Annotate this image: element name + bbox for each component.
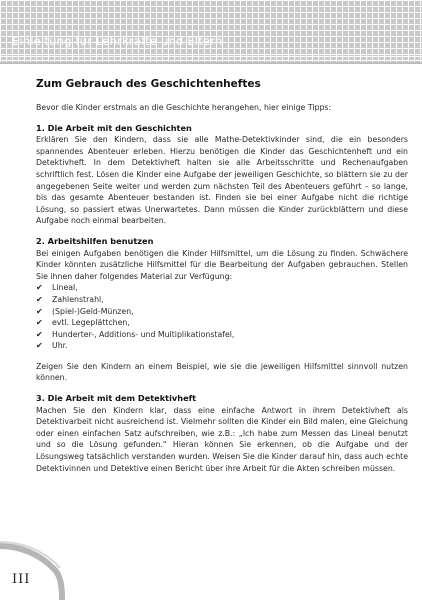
section-title: 3. Die Arbeit mit dem Detektivheft	[36, 393, 197, 404]
section-paragraph: Machen Sie den Kindern klar, dass eine einfache Antwort in ihrem Detektivheft als Detektivarbeit nicht ausreichend ist. Vielmehr sollten die Kinder ein Bild malen, eine Gleichung oder einen einfachen Satz aufschreiben, wie z.B.: „Ich habe zum Messen das Lineal benutzt und so die Lösung gefunden.“ Hieran können Sie erkennen, ob die Aufgabe und der Lösungsweg tatsächlich verstanden wurden. Weisen Sie die Kinder darauf hin, dass auch echte Detektivinnen und Detektive einen Bericht über ihre Arbeit für die Akten schreiben müssen.	[36, 405, 408, 473]
list-item: ✔ evtl. Legeplättchen,	[36, 318, 130, 328]
document-body	[36, 78, 408, 483]
check-icon: ✔	[36, 329, 43, 339]
list-item: ✔ Lineal,	[36, 283, 78, 293]
check-icon: ✔	[36, 283, 43, 293]
section-1	[36, 123, 408, 227]
corner-decoration	[0, 540, 422, 600]
list-item: ✔ Uhr.	[36, 341, 68, 351]
section-paragraph: Zeigen Sie den Kindern an einem Beispiel, wie sie die jeweiligen Hilfsmittel sinnvoll nutzen können.	[36, 361, 408, 383]
section-title: 2. Arbeitshilfen benutzen	[36, 235, 154, 246]
materials-list	[36, 282, 408, 352]
list-item: ✔ Hunderter-, Additions- und Multiplikationstafel,	[36, 329, 235, 339]
check-icon: ✔	[36, 306, 43, 316]
section-3	[36, 393, 408, 474]
intro-text: Bevor die Kinder erstmals an die Geschichte herangehen, hier einige Tipps:	[36, 103, 332, 112]
section-paragraph: Bei einigen Aufgaben benötigen die Kinder Hilfsmittel, um die Lösung zu finden. Schwächere Kinder könnten zusätzliche Hilfsmittel für die Bearbeitung der Aufgaben gebrauchen. Stellen Sie ihnen daher folgendes Material zur Verfügung:	[36, 248, 408, 281]
list-item: ✔ Zahlenstrahl,	[36, 294, 104, 304]
section-title: 1. Die Arbeit mit den Geschichten	[36, 122, 192, 133]
check-icon: ✔	[36, 294, 43, 304]
section-paragraph: Erklären Sie den Kindern, dass sie alle Mathe-Detektivkinder sind, die ein besonders spannendes Abenteuer erleben. Hierzu benötigen die Kinder das Geschichtenheft und ein Detektivheft. In dem Detektivheft halten sie alle Arbeitsschritte und Rechenaufgaben schriftlich fest. Lösen die Kinder eine Aufgabe der jeweiligen Geschichte, so blättern sie zu der angegebenen Seite weiter und werden zum nächsten Teil des Abenteuers geführt – so lange, bis das gesamte Abenteuer bestanden ist. Finden sie bei einer Aufgabe nicht die richtige Lösung, so passiert etwas Unerwartetes. Dann müssen die Kinder zurückblättern und diese Aufgabe noch einmal bearbeiten.	[36, 135, 408, 226]
header-title: Einleitung für Lehrkräfte und Eltern	[12, 34, 223, 48]
page-number: III	[12, 572, 31, 587]
header-rule	[0, 56, 422, 57]
check-icon: ✔	[36, 318, 43, 328]
check-icon: ✔	[36, 341, 43, 351]
list-item: ✔ (Spiel-)Geld-Münzen,	[36, 306, 134, 316]
page-header	[0, 0, 422, 64]
document-heading: Zum Gebrauch des Geschichtenheftes	[36, 78, 261, 90]
section-2	[36, 236, 408, 384]
